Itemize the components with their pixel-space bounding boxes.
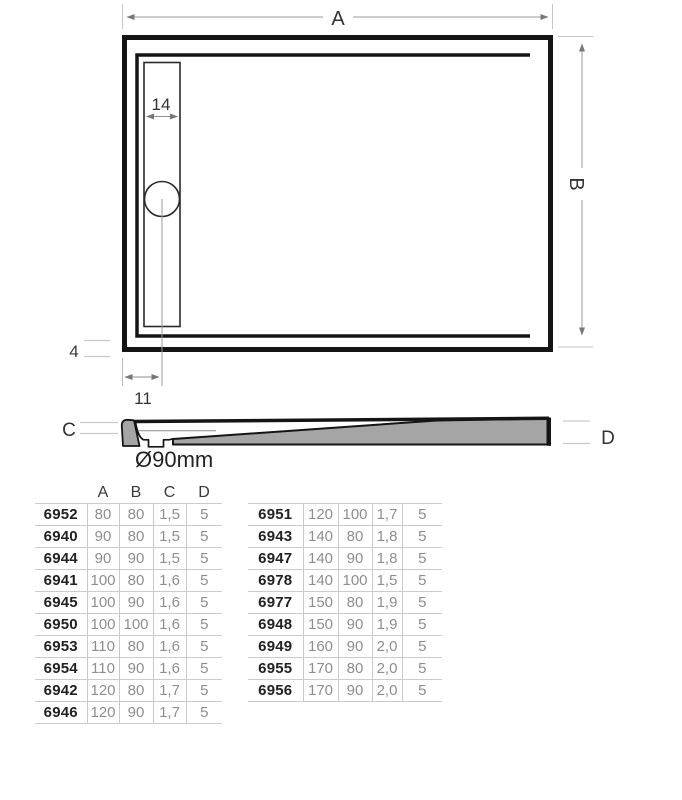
table-row	[35, 526, 222, 548]
tray-inner-rim-line	[137, 55, 530, 336]
dimension-value: 1,5	[153, 504, 186, 526]
dimension-value: 140	[303, 526, 338, 548]
dimension-value: 1,6	[153, 658, 186, 680]
table-row	[35, 658, 222, 680]
dimension-value: 5	[402, 570, 442, 592]
dimension-value: 5	[186, 526, 222, 548]
table-row	[248, 570, 442, 592]
dimension-value: 90	[87, 548, 119, 570]
product-code: 6947	[248, 548, 303, 570]
side-section-view	[62, 418, 615, 473]
dimension-value: 90	[119, 592, 153, 614]
table-row	[35, 636, 222, 658]
dimension-value: 5	[402, 548, 442, 570]
size-table-left	[35, 482, 222, 724]
size-table-right	[248, 503, 442, 702]
dimension-value: 110	[87, 636, 119, 658]
dim-11-label: 11	[134, 389, 152, 408]
product-code: 6945	[35, 592, 87, 614]
dimension-value: 5	[402, 636, 442, 658]
dimension-value: 5	[402, 680, 442, 702]
table-row	[35, 614, 222, 636]
dimension-value: 1,7	[372, 504, 402, 526]
table-row	[248, 636, 442, 658]
table-row	[248, 526, 442, 548]
dimension-value: 80	[338, 658, 372, 680]
dimension-value: 110	[87, 658, 119, 680]
dim-a-label: A	[331, 8, 345, 30]
product-code: 6940	[35, 526, 87, 548]
table-row	[35, 592, 222, 614]
dimension-value: 2,0	[372, 636, 402, 658]
dimension-value: 120	[87, 702, 119, 724]
table-row	[35, 680, 222, 702]
col-header-b: B	[130, 483, 142, 501]
dimension-value: 100	[87, 592, 119, 614]
dimension-value: 120	[303, 504, 338, 526]
product-code: 6949	[248, 636, 303, 658]
dim-c-label: C	[62, 420, 76, 441]
dimension-value: 90	[87, 526, 119, 548]
dimension-value: 5	[186, 592, 222, 614]
header-row	[35, 482, 222, 504]
dimension-b	[558, 37, 595, 348]
product-code: 6952	[35, 504, 87, 526]
dimension-value: 1,7	[153, 702, 186, 724]
table-row	[35, 504, 222, 526]
dimension-value: 140	[303, 548, 338, 570]
top-view	[69, 38, 550, 409]
corner-cell	[35, 482, 87, 504]
product-code: 6943	[248, 526, 303, 548]
table-row	[248, 504, 442, 526]
product-code: 6956	[248, 680, 303, 702]
dimension-value: 100	[87, 570, 119, 592]
col-header-c: C	[163, 483, 176, 501]
dimension-value: 2,0	[372, 680, 402, 702]
dimension-value: 90	[338, 614, 372, 636]
dim-4-label: 4	[69, 342, 79, 361]
size-table-header	[35, 482, 222, 504]
dimension-value: 1,9	[372, 614, 402, 636]
dimension-value: 1,6	[153, 614, 186, 636]
dim-14-label: 14	[151, 95, 171, 114]
dimension-value: 90	[338, 636, 372, 658]
drain-gutter-outline	[136, 422, 174, 447]
product-code: 6942	[35, 680, 87, 702]
product-code: 6950	[35, 614, 87, 636]
dimension-value: 5	[402, 592, 442, 614]
dimension-value: 80	[119, 636, 153, 658]
dimension-value: 5	[186, 680, 222, 702]
dimension-value: 1,9	[372, 592, 402, 614]
product-code: 6953	[35, 636, 87, 658]
dimension-value: 100	[119, 614, 153, 636]
dimension-value: 120	[87, 680, 119, 702]
product-code: 6944	[35, 548, 87, 570]
dimension-value: 170	[303, 658, 338, 680]
table-row	[248, 548, 442, 570]
dimension-value: 5	[186, 658, 222, 680]
dimension-value: 1,8	[372, 526, 402, 548]
dim-b-label: B	[565, 177, 587, 191]
dimension-value: 5	[402, 658, 442, 680]
product-code: 6951	[248, 504, 303, 526]
dimension-value: 90	[338, 680, 372, 702]
dimension-value: 100	[338, 570, 372, 592]
dimension-value: 150	[303, 592, 338, 614]
product-code: 6954	[35, 658, 87, 680]
table-row	[248, 680, 442, 702]
table-row	[248, 592, 442, 614]
dimension-value: 1,6	[153, 570, 186, 592]
dimension-value: 5	[186, 548, 222, 570]
product-code: 6946	[35, 702, 87, 724]
table-row	[35, 548, 222, 570]
dimension-value: 80	[119, 526, 153, 548]
table-row	[35, 570, 222, 592]
dimension-value: 1,8	[372, 548, 402, 570]
dimension-value: 90	[119, 658, 153, 680]
dimension-value: 5	[186, 570, 222, 592]
dimension-value: 80	[119, 680, 153, 702]
product-code: 6955	[248, 658, 303, 680]
dimension-value: 140	[303, 570, 338, 592]
drain-diameter-label: Ø90mm	[135, 447, 214, 472]
dimension-value: 80	[338, 526, 372, 548]
dimension-value: 5	[186, 504, 222, 526]
dimension-value: 5	[402, 614, 442, 636]
dimension-value: 1,5	[372, 570, 402, 592]
tray-outer-edge	[125, 38, 551, 350]
dimension-value: 80	[338, 592, 372, 614]
col-header-a: A	[97, 483, 109, 501]
table-row	[248, 658, 442, 680]
dimension-value: 90	[338, 548, 372, 570]
dimension-value: 5	[402, 504, 442, 526]
product-code: 6948	[248, 614, 303, 636]
product-code: 6978	[248, 570, 303, 592]
dim-d-label: D	[601, 428, 615, 449]
dimension-value: 5	[186, 636, 222, 658]
dimension-a	[123, 3, 553, 30]
dimension-value: 90	[119, 548, 153, 570]
dimension-value: 5	[402, 526, 442, 548]
table-row	[248, 614, 442, 636]
product-code: 6941	[35, 570, 87, 592]
product-code: 6977	[248, 592, 303, 614]
dimension-value: 80	[119, 504, 153, 526]
dimension-value: 100	[338, 504, 372, 526]
dimension-value: 170	[303, 680, 338, 702]
dimension-value: 90	[119, 702, 153, 724]
section-left-rim	[122, 420, 140, 446]
dimension-value: 80	[119, 570, 153, 592]
dimension-value: 5	[186, 702, 222, 724]
dimension-value: 1,5	[153, 526, 186, 548]
table-row	[35, 702, 222, 724]
col-header-d: D	[198, 483, 210, 501]
dimension-value: 1,6	[153, 592, 186, 614]
dimension-value: 1,7	[153, 680, 186, 702]
dimension-value: 1,5	[153, 548, 186, 570]
dimension-value: 150	[303, 614, 338, 636]
dimension-value: 5	[186, 614, 222, 636]
dimension-value: 2,0	[372, 658, 402, 680]
dimension-value: 100	[87, 614, 119, 636]
dimension-value: 80	[87, 504, 119, 526]
dimension-value: 1,6	[153, 636, 186, 658]
dimension-value: 160	[303, 636, 338, 658]
